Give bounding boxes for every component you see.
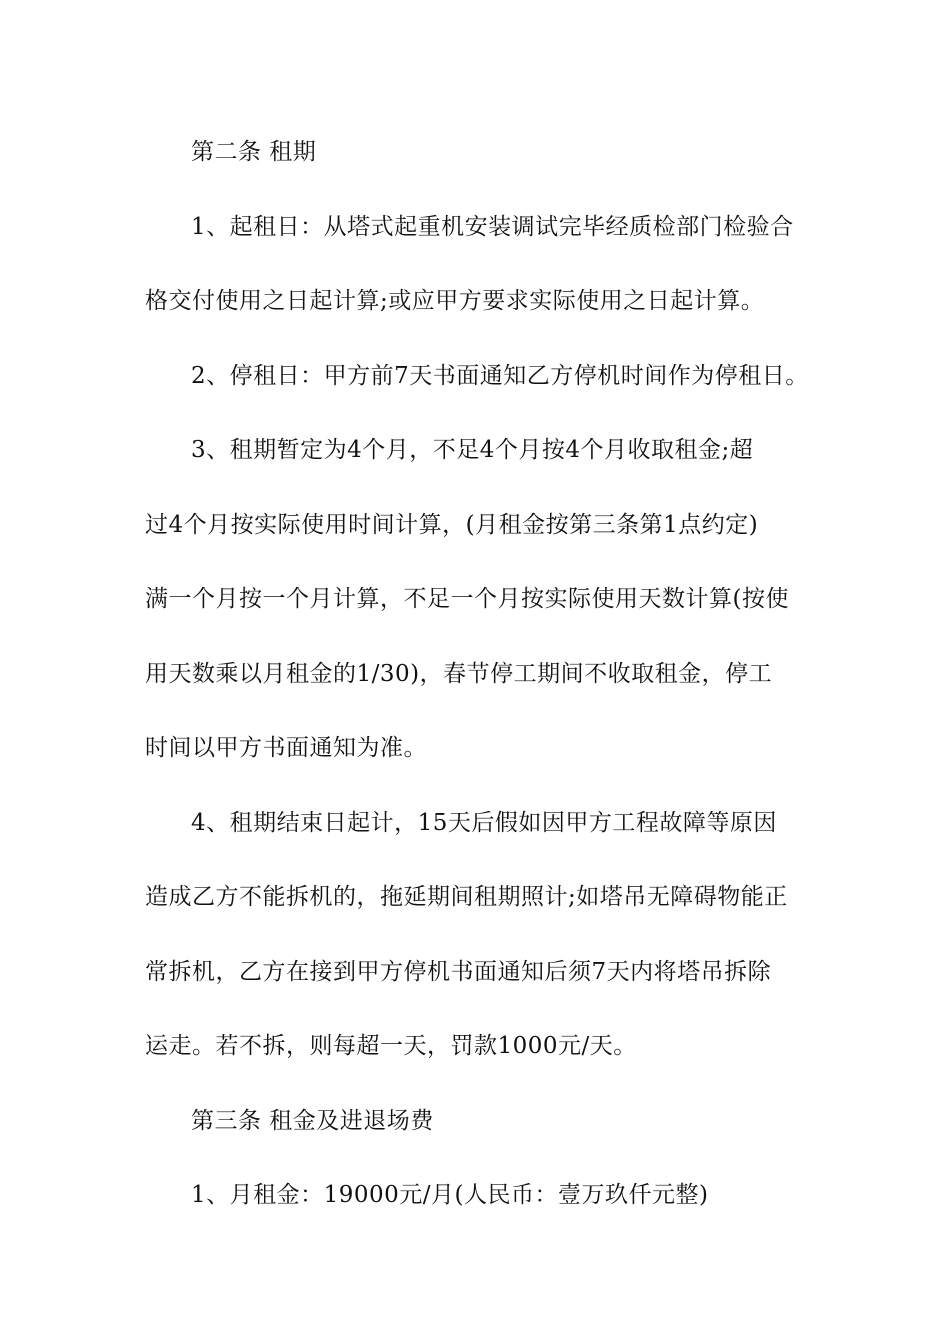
paragraph-line: 过4个月按实际使用时间计算，(月租金按第三条第1点约定) bbox=[145, 511, 759, 538]
section-heading-rent-fees: 第三条 租金及进退场费 bbox=[191, 1107, 434, 1134]
paragraph-line: 格交付使用之日起计算;或应甲方要求实际使用之日起计算。 bbox=[145, 288, 765, 314]
paragraph-line: 1、月租金：19000元/月(人民币：壹万玖仟元整) bbox=[191, 1182, 709, 1208]
section-heading-lease-term: 第二条 租期 bbox=[191, 139, 317, 165]
paragraph-line: 3、租期暂定为4个月，不足4个月按4个月收取租金;超 bbox=[191, 437, 754, 463]
paragraph-line: 2、停租日：甲方前7天书面通知乙方停机时间作为停租日。 bbox=[191, 362, 809, 389]
paragraph-line: 用天数乘以月租金的1/30)，春节停工期间不收取租金，停工 bbox=[145, 660, 773, 687]
paragraph-line: 常拆机，乙方在接到甲方停机书面通知后须7天内将塔吊拆除 bbox=[145, 958, 772, 985]
paragraph-line: 1、起租日：从塔式起重机安装调试完毕经质检部门检验合 bbox=[191, 213, 794, 240]
paragraph-line: 时间以甲方书面通知为准。 bbox=[145, 735, 427, 761]
document-body bbox=[145, 128, 815, 1246]
paragraph-line: 满一个月按一个月计算，不足一个月按实际使用天数计算(按使 bbox=[145, 586, 789, 612]
paragraph-line: 4、租期结束日起计，15天后假如因甲方工程故障等原因 bbox=[191, 809, 777, 836]
paragraph-line: 造成乙方不能拆机的，拖延期间租期照计;如塔吊无障碍物能正 bbox=[145, 884, 788, 910]
paragraph-line: 运走。若不拆，则每超一天，罚款1000元/天。 bbox=[145, 1033, 637, 1059]
